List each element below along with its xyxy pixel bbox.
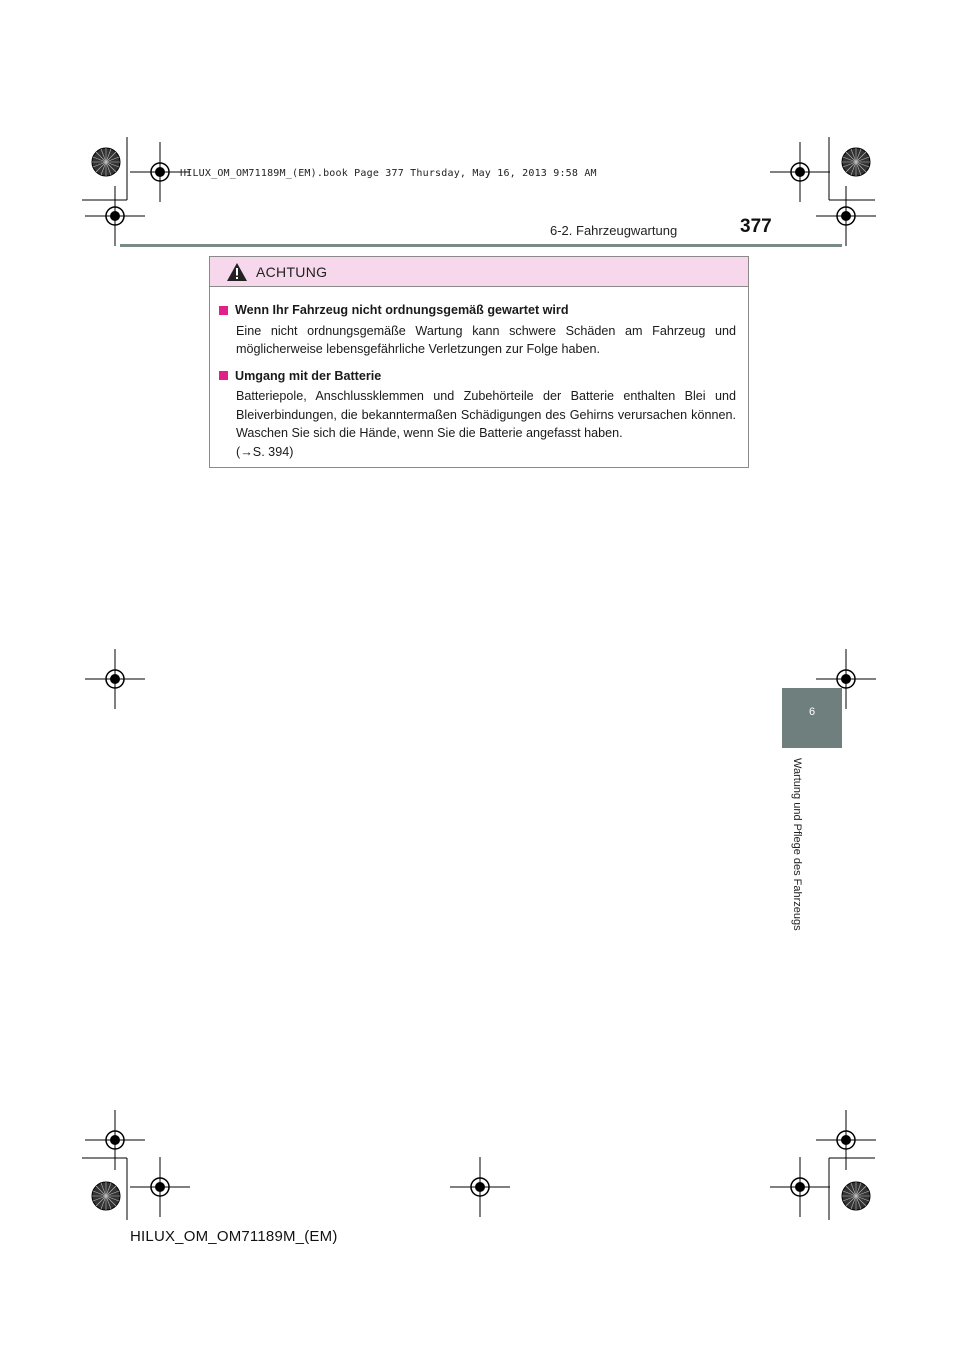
warning-item-text: Eine nicht ordnungsgemäße Wartung kann schwere Schäden am Fahrzeug und möglicherweise lebensgefährliche Verletzungen zur Folge haben. [236,323,736,356]
page-number: 377 [740,216,772,237]
bullet-square-icon [219,371,228,380]
warning-item-text: Batteriepole, Anschlussklemmen und Zubehörteile der Batterie enthalten Blei und Bleiverbindungen, die bekanntermaßen Schädigungen des Gehirns verursachen können. Waschen Sie sich die Hände, wenn Sie die Batterie angefasst haben. [236,389,736,440]
section-title: 6-2. Fahrzeugwartung [550,223,678,238]
page-reference-link[interactable]: (→S. 394) [236,444,294,459]
warning-heading: ACHTUNG [256,263,328,280]
warning-item-title: Wenn Ihr Fahrzeug nicht ordnungsgemäß gewartet wird [219,301,736,320]
warning-body [210,287,748,461]
warning-header [210,257,748,287]
header-rule [120,244,842,247]
footer-code: HILUX_OM_OM71189M_(EM) [130,1228,338,1245]
warning-triangle-icon [226,262,248,282]
warning-item-title: Umgang mit der Batterie [219,367,736,386]
chapter-tab [782,688,842,748]
bullet-square-icon [219,306,228,315]
print-info-line: HILUX_OM_OM71189M_(EM).book Page 377 Thursday, May 16, 2013 9:58 AM [180,168,597,179]
warning-box [209,256,749,468]
chapter-number: 6 [808,706,816,718]
chapter-title-vertical: Wartung und Pflege des Fahrzeugs [791,758,803,931]
